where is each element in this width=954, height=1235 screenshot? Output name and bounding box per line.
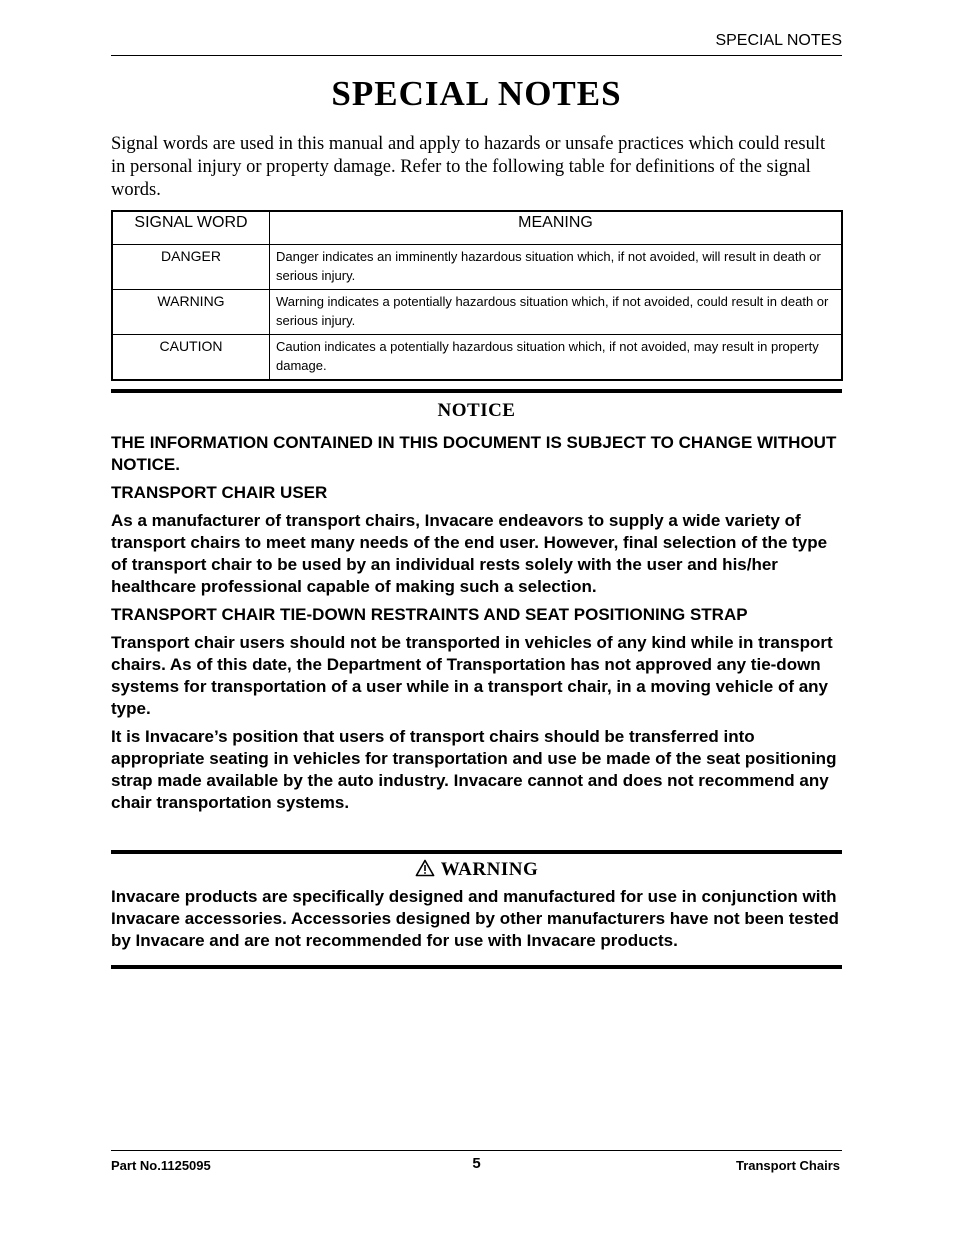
warning-heading [111,859,842,883]
notice-top-rule [111,389,842,393]
part-number: Part No.1125095 [111,1158,211,1173]
notice-body [111,432,842,820]
intro-paragraph: Signal words are used in this manual and apply to hazards or unsafe practices which could result in personal injury or property damage. Refer to the following table for definitions of the signal words. [111,134,826,200]
warning-top-rule [111,850,842,854]
warning-text: Invacare products are specifically designed and manufactured for use in conjunction with Invacare accessories. Accessories designed by other manufacturers have not been tested by Invacare and are not recommended for use with Invacare products. [111,887,839,950]
meaning-caution: Caution indicates a potentially hazardous situation which, if not avoided, may result in property damage. [270,335,843,381]
notice-title: NOTICE [437,400,516,421]
restraints-text-2: It is Invacare’s position that users of transport chairs should be transferred into appropriate seating in vehicles for transportation and use be made of the seat positioning strap made available by the auto industry. Invacare cannot and does not recommend any chair transportation systems. [111,727,837,812]
transport-chair-user-heading: TRANSPORT CHAIR USER [111,483,328,502]
footer-divider [111,1150,842,1151]
page-number: 5 [472,1155,481,1172]
meaning-danger: Danger indicates an imminently hazardous situation which, if not avoided, will result in death or serious injury. [270,245,843,290]
table-row [112,290,842,335]
table-row [112,335,842,381]
table-row [112,245,842,290]
header-divider [111,55,842,56]
page-title: SPECIAL NOTES [331,74,622,113]
change-statement: THE INFORMATION CONTAINED IN THIS DOCUMENT IS SUBJECT TO CHANGE WITHOUT NOTICE. [111,433,837,474]
restraints-text-1: Transport chair users should not be transported in vehicles of any kind while in transport chairs. As of this date, the Department of Transportation has not approved any tie-down systems for transportation of a user while in a transport chair, in a moving vehicle of any type. [111,633,833,718]
signal-word-warning: WARNING [112,290,270,335]
restraints-heading: TRANSPORT CHAIR TIE-DOWN RESTRAINTS AND SEAT POSITIONING STRAP [111,605,748,624]
meaning-warning: Warning indicates a potentially hazardous situation which, if not avoided, could result in death or serious injury. [270,290,843,335]
warning-bottom-rule [111,965,842,969]
running-header: SPECIAL NOTES [715,32,842,49]
table-header-row [112,211,842,245]
warning-title: WARNING [440,859,539,880]
column-header-meaning: MEANING [270,211,843,245]
transport-chair-user-text: As a manufacturer of transport chairs, Invacare endeavors to supply a wide variety of transport chairs to meet many needs of the end user. However, final selection of the type of transport chair to be used by an individual rests solely with the user and his/her healthcare professional capable of making such a selection. [111,511,828,596]
signal-word-table [111,210,843,381]
column-header-signal-word: SIGNAL WORD [112,211,270,245]
signal-word-caution: CAUTION [112,335,270,381]
warning-triangle-icon [415,859,435,883]
product-name: Transport Chairs [735,1158,840,1173]
signal-word-danger: DANGER [112,245,270,290]
